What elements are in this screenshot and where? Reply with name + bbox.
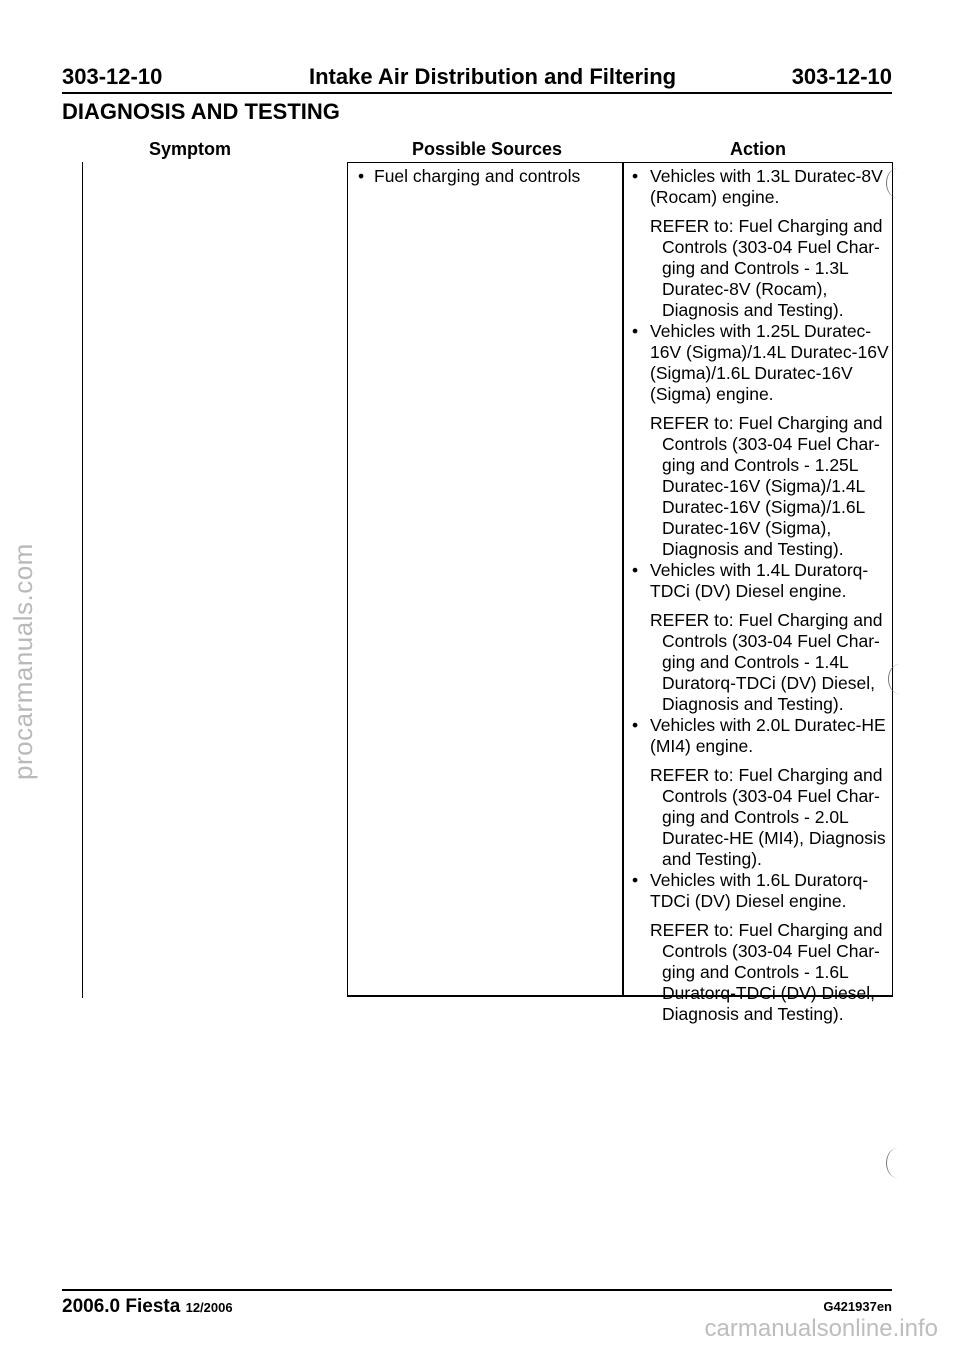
refer-note xyxy=(632,413,890,560)
action-list xyxy=(632,166,890,1025)
column-header-possible-sources: Possible Sources xyxy=(412,139,563,159)
action-bullet-line: (Sigma) engine. xyxy=(650,384,774,404)
bullet-icon: • xyxy=(632,560,639,580)
scan-mark xyxy=(888,664,911,694)
refer-line: Duratec-HE (MI4), Diagnosis xyxy=(662,828,886,848)
refer-line: Duratec-16V (Sigma), xyxy=(662,518,832,538)
refer-line: Controls (303-04 Fuel Char- xyxy=(662,786,880,806)
possible-source-text: Fuel charging and controls xyxy=(374,166,581,186)
refer-note xyxy=(632,216,890,321)
refer-line: Duratec-16V (Sigma)/1.4L xyxy=(662,476,866,496)
column-header-symptom: Symptom xyxy=(149,139,232,159)
refer-note xyxy=(632,610,890,715)
symptom-column-rule xyxy=(82,162,83,998)
refer-line: Diagnosis and Testing). xyxy=(662,1004,844,1024)
page-number-right: 303-12-10 xyxy=(791,64,892,89)
refer-line: ging and Controls - 1.4L xyxy=(662,652,849,672)
action-bullet-item xyxy=(632,321,890,405)
action-bullet-line: Vehicles with 1.6L Duratorq- xyxy=(650,870,869,890)
refer-line: REFER to: Fuel Charging and xyxy=(650,765,883,785)
page-number-left: 303-12-10 xyxy=(62,64,163,89)
section-title: DIAGNOSIS AND TESTING xyxy=(62,99,340,124)
footer-model xyxy=(62,1296,233,1318)
refer-line: Duratorq-TDCi (DV) Diesel, xyxy=(662,983,875,1003)
refer-line: Duratec-16V (Sigma)/1.6L xyxy=(662,497,866,517)
refer-line: ging and Controls - 1.3L xyxy=(662,258,849,278)
refer-line: Diagnosis and Testing). xyxy=(662,694,844,714)
action-bullet-line: (MI4) engine. xyxy=(650,736,754,756)
refer-line: Diagnosis and Testing). xyxy=(662,539,844,559)
action-bullet-line: Vehicles with 2.0L Duratec-HE xyxy=(650,715,886,735)
action-bullet-line: TDCi (DV) Diesel engine. xyxy=(650,891,847,911)
action-bullet-item xyxy=(632,715,890,757)
table-column-divider xyxy=(622,162,624,997)
bottom-watermark: carmanualsonline.info xyxy=(704,1315,938,1342)
refer-line: REFER to: Fuel Charging and xyxy=(650,610,883,630)
bullet-icon: • xyxy=(632,321,639,341)
bullet-icon: • xyxy=(632,715,639,735)
refer-line: Controls (303-04 Fuel Char- xyxy=(662,941,880,961)
refer-line: Controls (303-04 Fuel Char- xyxy=(662,631,880,651)
refer-line: REFER to: Fuel Charging and xyxy=(650,920,883,940)
action-bullet-line: Vehicles with 1.3L Duratec-8V xyxy=(650,166,883,186)
action-bullet-line: 16V (Sigma)/1.4L Duratec-16V xyxy=(650,342,889,362)
refer-line: Duratorq-TDCi (DV) Diesel, xyxy=(662,673,875,693)
scan-mark xyxy=(886,168,909,198)
page-header xyxy=(62,62,892,92)
bullet-icon: • xyxy=(632,166,639,186)
scan-mark xyxy=(886,1148,909,1178)
refer-note xyxy=(632,765,890,870)
refer-line: and Testing). xyxy=(662,849,762,869)
refer-line: Diagnosis and Testing). xyxy=(662,300,844,320)
footer-model-name: 2006.0 Fiesta xyxy=(62,1296,181,1317)
action-bullet-item xyxy=(632,560,890,602)
action-bullet-line: Vehicles with 1.4L Duratorq- xyxy=(650,560,869,580)
action-bullet-line: (Sigma)/1.6L Duratec-16V xyxy=(650,363,853,383)
header-rule xyxy=(62,92,892,94)
refer-line: Duratec-8V (Rocam), xyxy=(662,279,828,299)
bullet-icon: • xyxy=(632,870,639,890)
column-header-action: Action xyxy=(730,139,786,159)
refer-line: ging and Controls - 1.6L xyxy=(662,962,849,982)
refer-line: Controls (303-04 Fuel Char- xyxy=(662,434,880,454)
side-watermark: procarmanuals.com xyxy=(8,543,38,780)
refer-note xyxy=(632,920,890,1025)
bullet-icon: • xyxy=(358,166,365,186)
action-bullet-line: TDCi (DV) Diesel engine. xyxy=(650,581,847,601)
action-bullet-item xyxy=(632,166,890,208)
possible-source-item xyxy=(358,166,580,187)
refer-line: ging and Controls - 1.25L xyxy=(662,455,859,475)
action-bullet-item xyxy=(632,870,890,912)
refer-line: REFER to: Fuel Charging and xyxy=(650,216,883,236)
refer-line: Controls (303-04 Fuel Char- xyxy=(662,237,880,257)
footer-code: G421937en xyxy=(823,1299,892,1314)
action-bullet-line: Vehicles with 1.25L Duratec- xyxy=(650,321,872,341)
refer-line: ging and Controls - 2.0L xyxy=(662,807,849,827)
refer-line: REFER to: Fuel Charging and xyxy=(650,413,883,433)
footer-date: 12/2006 xyxy=(185,1300,233,1315)
page-title: Intake Air Distribution and Filtering xyxy=(309,64,677,89)
action-bullet-line: (Rocam) engine. xyxy=(650,187,780,207)
footer-rule xyxy=(62,1289,892,1291)
